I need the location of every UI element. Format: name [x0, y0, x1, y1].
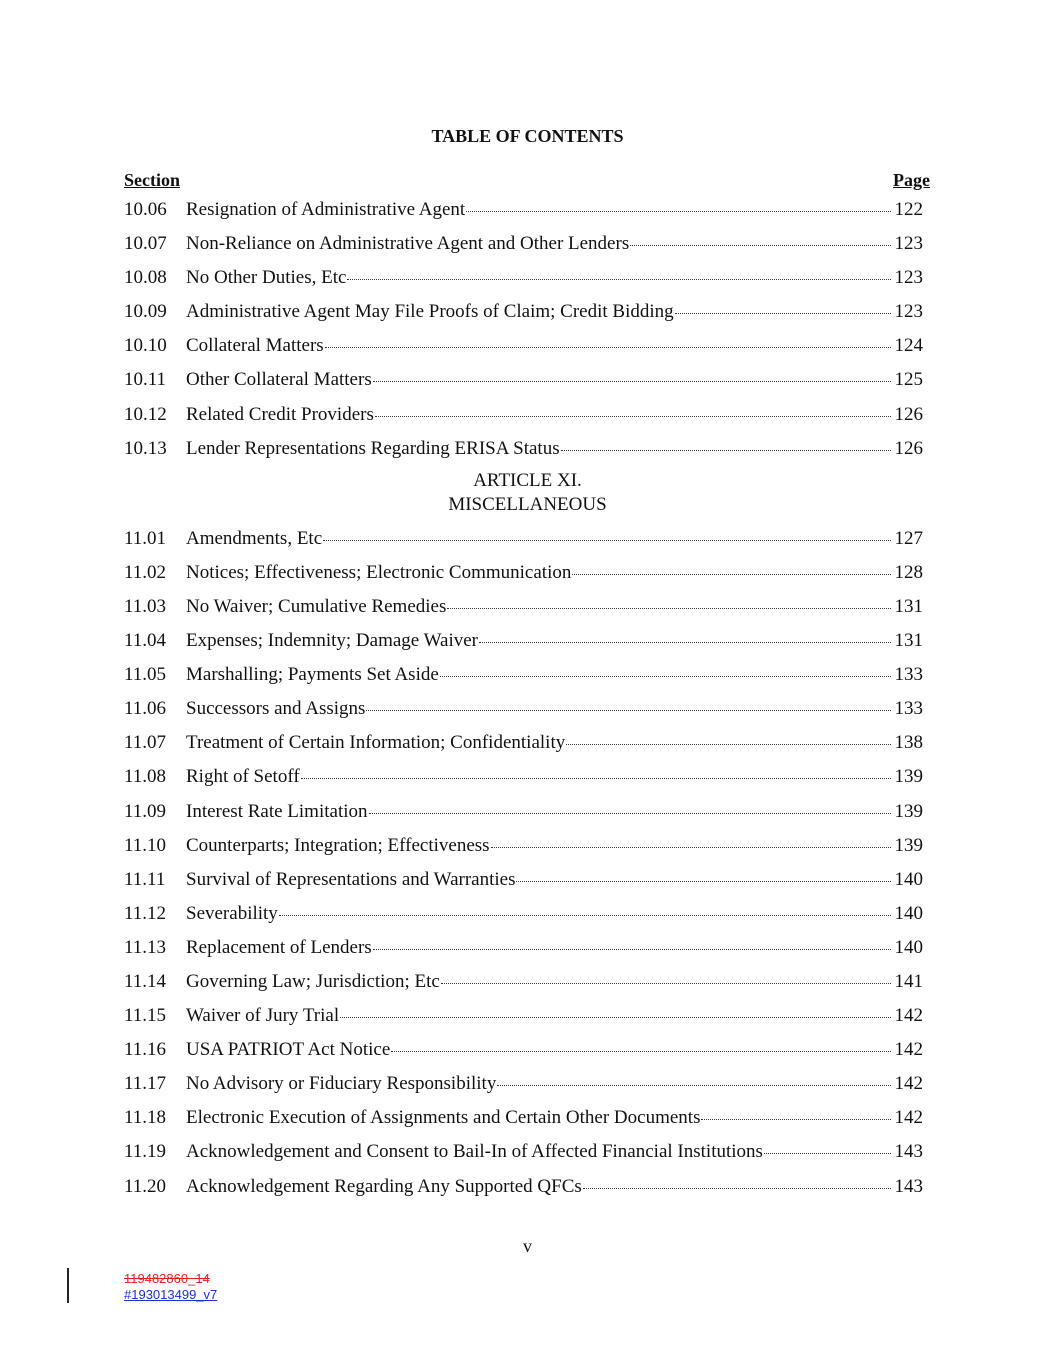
section-title: Waiver of Jury Trial — [186, 1005, 340, 1027]
section-number: 11.05 — [124, 664, 167, 686]
section-title: Related Credit Providers — [186, 403, 374, 425]
section-number: 11.07 — [124, 732, 167, 754]
section-title: Successors and Assigns — [186, 698, 366, 720]
section-title: No Other Duties, Etc — [186, 267, 347, 289]
section-number: 11.17 — [124, 1073, 167, 1095]
dot-leader — [375, 416, 891, 417]
section-number: 10.11 — [124, 369, 167, 391]
section-column-header: Section — [124, 170, 180, 190]
toc-entry[interactable] — [124, 902, 923, 936]
toc-entry[interactable] — [124, 1072, 923, 1106]
section-number: 10.12 — [124, 403, 167, 425]
dot-leader — [497, 1085, 891, 1086]
section-number: 10.10 — [124, 335, 167, 357]
toc-entry[interactable] — [124, 970, 923, 1004]
page-ref: 140 — [894, 868, 923, 890]
section-title: Amendments, Etc — [186, 527, 323, 549]
dot-leader — [347, 279, 891, 280]
section-title: USA PATRIOT Act Notice — [186, 1039, 391, 1061]
toc-entry[interactable] — [124, 663, 923, 697]
toc-entry[interactable] — [124, 800, 923, 834]
dot-leader — [491, 847, 891, 848]
article-title: MISCELLANEOUS — [448, 493, 607, 515]
toc-entry[interactable] — [124, 868, 923, 902]
page-ref: 143 — [894, 1141, 923, 1163]
section-title: Non-Reliance on Administrative Agent and Other Lenders — [186, 233, 630, 255]
page-column-header: Page — [893, 170, 930, 190]
page-ref: 125 — [894, 369, 923, 391]
section-number: 11.20 — [124, 1175, 167, 1197]
dot-leader — [440, 676, 891, 677]
section-title: Treatment of Certain Information; Confidentiality — [186, 732, 566, 754]
dot-leader — [516, 881, 891, 882]
page-number: v — [523, 1236, 532, 1256]
section-title: Survival of Representations and Warranties — [186, 868, 516, 890]
dot-leader — [441, 983, 891, 984]
section-title: Governing Law; Jurisdiction; Etc — [186, 970, 440, 992]
dot-leader — [466, 211, 891, 212]
section-title: Interest Rate Limitation — [186, 800, 368, 822]
toc-entry[interactable] — [124, 731, 923, 765]
toc-entry[interactable] — [124, 300, 923, 334]
dot-leader — [630, 245, 891, 246]
dot-leader — [279, 915, 891, 916]
toc-entry[interactable] — [124, 1038, 923, 1072]
section-title: Administrative Agent May File Proofs of Claim; Credit Bidding — [186, 301, 674, 323]
toc-entry[interactable] — [124, 334, 923, 368]
section-number: 11.18 — [124, 1107, 167, 1129]
toc-entry[interactable] — [124, 198, 923, 232]
change-bar — [67, 1268, 69, 1303]
page-ref: 123 — [894, 233, 923, 255]
page-ref: 142 — [894, 1107, 923, 1129]
page-ref: 126 — [894, 437, 923, 459]
page-ref: 128 — [894, 561, 923, 583]
section-number: 11.06 — [124, 698, 167, 720]
section-title: Electronic Execution of Assignments and Certain Other Documents — [186, 1107, 701, 1129]
section-number: 11.19 — [124, 1141, 167, 1163]
page-ref: 133 — [894, 698, 923, 720]
page-ref: 140 — [894, 936, 923, 958]
section-number: 11.10 — [124, 834, 167, 856]
section-number: 11.02 — [124, 561, 167, 583]
page-ref: 131 — [894, 630, 923, 652]
page-ref: 122 — [894, 199, 923, 220]
section-number: 11.11 — [124, 868, 166, 890]
dot-leader — [325, 347, 891, 348]
section-title: Resignation of Administrative Agent — [186, 199, 466, 220]
page-ref: 126 — [894, 403, 923, 425]
section-number: 11.08 — [124, 766, 167, 788]
dot-leader — [323, 540, 891, 541]
toc-entry[interactable] — [124, 403, 923, 437]
section-number: 10.08 — [124, 267, 167, 289]
page-ref: 139 — [894, 800, 923, 822]
section-number: 10.06 — [124, 199, 167, 220]
section-number: 11.12 — [124, 902, 167, 924]
page-ref: 123 — [894, 267, 923, 289]
dot-leader — [373, 949, 891, 950]
section-title: Replacement of Lenders — [186, 936, 372, 958]
section-title: No Advisory or Fiduciary Responsibility — [186, 1073, 497, 1095]
article-heading — [124, 469, 931, 517]
page-title: TABLE OF CONTENTS — [431, 126, 624, 146]
section-number: 11.09 — [124, 800, 167, 822]
toc-entry[interactable] — [124, 1106, 923, 1140]
section-number: 10.07 — [124, 233, 167, 255]
dot-leader — [340, 1017, 891, 1018]
article-number: ARTICLE XI. — [473, 469, 582, 491]
dot-leader — [566, 744, 891, 745]
page-ref: 140 — [894, 902, 923, 924]
section-title: Lender Representations Regarding ERISA Status — [186, 437, 560, 459]
toc-entry[interactable] — [124, 595, 923, 629]
dot-leader — [764, 1153, 891, 1154]
page-ref: 123 — [894, 301, 923, 323]
toc-entry[interactable] — [124, 437, 923, 471]
dot-leader — [675, 313, 891, 314]
page-ref: 142 — [894, 1039, 923, 1061]
section-number: 10.13 — [124, 437, 167, 459]
toc-entry[interactable] — [124, 527, 923, 561]
section-number: 11.13 — [124, 936, 167, 958]
page-ref: 141 — [894, 970, 923, 992]
dot-leader — [701, 1119, 891, 1120]
section-title: No Waiver; Cumulative Remedies — [186, 595, 447, 617]
doc-id-inserted: #193013499_v7 — [124, 1287, 218, 1302]
toc-entry[interactable] — [124, 629, 923, 663]
section-title: Severability — [186, 902, 278, 924]
toc-entry[interactable] — [124, 266, 923, 300]
section-number: 11.03 — [124, 595, 167, 617]
toc-entry[interactable] — [124, 834, 923, 868]
page-ref: 127 — [894, 527, 923, 549]
section-number: 11.01 — [124, 527, 167, 549]
toc-entry[interactable] — [124, 368, 923, 402]
dot-leader — [447, 608, 891, 609]
section-title: Expenses; Indemnity; Damage Waiver — [186, 630, 479, 652]
toc-entry[interactable] — [124, 936, 923, 970]
dot-leader — [373, 381, 891, 382]
page-ref: 139 — [894, 834, 923, 856]
section-title: Other Collateral Matters — [186, 369, 372, 391]
toc-entry[interactable] — [124, 232, 923, 266]
section-title: Collateral Matters — [186, 335, 324, 357]
dot-leader — [479, 642, 891, 643]
section-title: Right of Setoff — [186, 766, 300, 788]
page-ref: 142 — [894, 1073, 923, 1095]
dot-leader — [301, 778, 891, 779]
toc-entry[interactable] — [124, 561, 923, 595]
section-title: Acknowledgement and Consent to Bail-In of Affected Financial Institutions — [186, 1141, 763, 1163]
toc-entry[interactable] — [124, 1004, 923, 1038]
page-ref: 124 — [894, 335, 923, 357]
section-number: 11.14 — [124, 970, 167, 992]
dot-leader — [572, 574, 891, 575]
doc-id-deleted: 119482860_14 — [124, 1271, 210, 1286]
page-ref: 138 — [894, 732, 923, 754]
section-title: Acknowledgement Regarding Any Supported QFCs — [186, 1175, 582, 1197]
dot-leader — [366, 710, 891, 711]
toc-entry[interactable] — [124, 765, 923, 799]
section-title: Marshalling; Payments Set Aside — [186, 664, 439, 686]
dot-leader — [561, 450, 891, 451]
page-ref: 142 — [894, 1005, 923, 1027]
dot-leader — [391, 1051, 891, 1052]
toc-entry[interactable] — [124, 697, 923, 731]
toc-entry[interactable] — [124, 1175, 923, 1209]
section-number: 11.15 — [124, 1005, 167, 1027]
section-title: Counterparts; Integration; Effectiveness — [186, 834, 490, 856]
section-number: 10.09 — [124, 301, 167, 323]
toc-entry[interactable] — [124, 1140, 923, 1174]
toc-list — [124, 198, 923, 1209]
page-ref: 139 — [894, 766, 923, 788]
section-title: Notices; Effectiveness; Electronic Communication — [186, 561, 572, 583]
dot-leader — [369, 813, 891, 814]
page-ref: 131 — [894, 595, 923, 617]
section-number: 11.04 — [124, 630, 167, 652]
section-number: 11.16 — [124, 1039, 167, 1061]
dot-leader — [583, 1188, 891, 1189]
page-ref: 143 — [894, 1175, 923, 1197]
page-ref: 133 — [894, 664, 923, 686]
